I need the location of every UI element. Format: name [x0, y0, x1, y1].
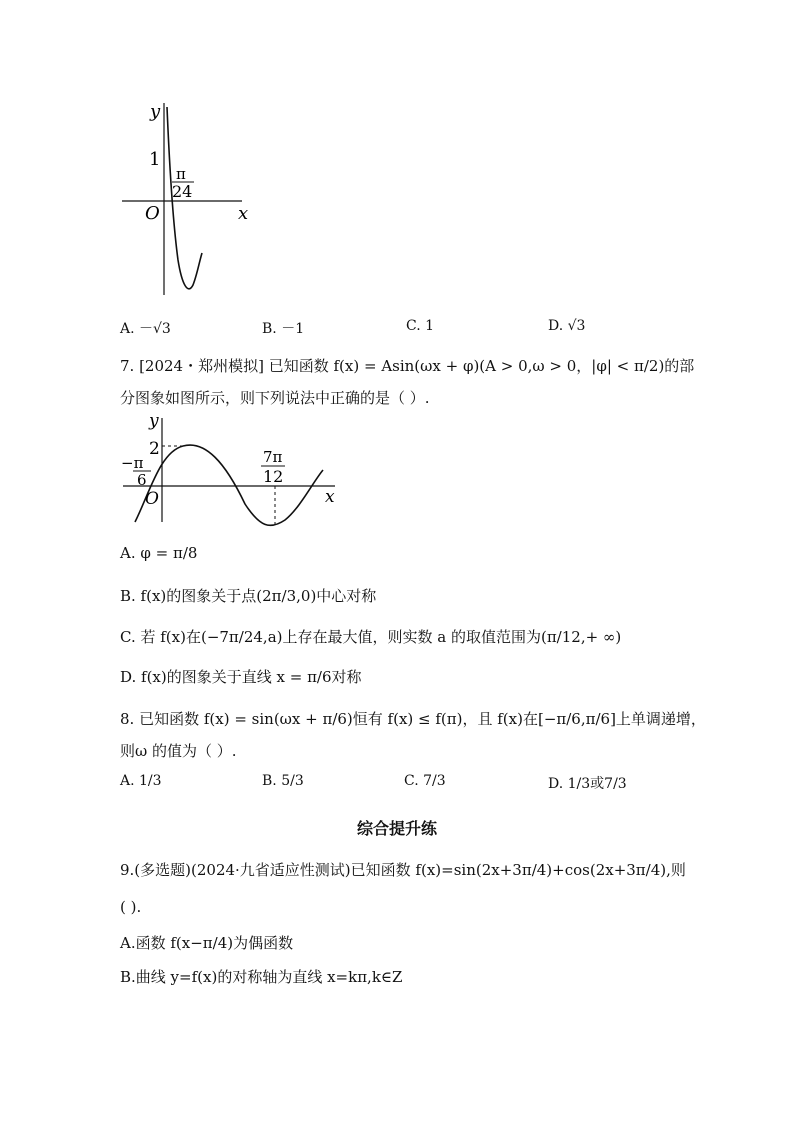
q7-min-x-numerator: 7π — [263, 448, 283, 466]
section-title: 综合提升练 — [356, 819, 437, 838]
q8-stem-line2: 则ω 的值为（ ）. — [120, 742, 237, 760]
option-text: 1/3或7/3 — [567, 776, 627, 792]
option-letter: A. — [120, 321, 135, 337]
option-letter: D. — [548, 776, 564, 792]
q8-option-b[interactable] — [262, 773, 304, 789]
q6-x-label: x — [238, 203, 249, 224]
q7-graph — [115, 412, 345, 530]
option-text: 1 — [425, 318, 435, 334]
q7-option-b[interactable]: B. f(x)的图象关于点(2π/3,0)中心对称 — [120, 587, 377, 605]
q9-option-a[interactable]: A.函数 f(x−π/4)为偶函数 — [120, 934, 294, 952]
q7-left-zero-denominator: 6 — [137, 471, 147, 489]
q7-left-zero-numerator: −π — [121, 454, 144, 472]
q6-origin-label: O — [145, 203, 160, 224]
q9-option-b[interactable]: B.曲线 y=f(x)的对称轴为直线 x=kπ,k∈Z — [120, 968, 403, 986]
option-letter: C. — [404, 773, 419, 789]
q6-y-label: y — [150, 101, 161, 122]
q6-root-numerator: π — [176, 165, 186, 183]
q6-root-denominator: 24 — [172, 182, 193, 201]
q8-option-d[interactable] — [548, 773, 627, 793]
q8-option-a[interactable] — [120, 773, 162, 789]
q8-stem-line1: 8. 已知函数 f(x) = sin(ωx + π/6)恒有 f(x) ≤ f(π)，且 f(x)在[−π/6,π/6]上单调递增， — [120, 710, 706, 728]
option-text: 7/3 — [423, 773, 446, 789]
option-letter: A. — [120, 773, 135, 789]
q7-x-label: x — [325, 487, 335, 507]
option-letter: B. — [262, 321, 277, 337]
q9-stem-line1: 9.(多选题)(2024·九省适应性测试)已知函数 f(x)=sin(2x+3π/4)+cos(2x+3π/4),则 — [120, 861, 686, 879]
q9-stem-line2: ( ). — [120, 898, 142, 916]
option-text: 1/3 — [139, 773, 162, 789]
q6-y-intercept-label: 1 — [149, 149, 161, 170]
q7-option-d[interactable]: D. f(x)的图象关于直线 x = π/6对称 — [120, 668, 362, 686]
option-text: －√3 — [139, 321, 171, 337]
q7-stem-line1: 7. [2024・郑州模拟] 已知函数 f(x) = Asin(ωx + φ)(A > 0,ω > 0，|φ| < π/2)的部 — [120, 357, 695, 375]
q8-option-c[interactable] — [404, 773, 446, 789]
q7-curve — [135, 445, 323, 525]
option-text: 5/3 — [281, 773, 304, 789]
option-text: －1 — [281, 321, 305, 337]
q7-stem-line2: 分图象如图所示，则下列说法中正确的是（ ）. — [120, 389, 430, 407]
option-letter: B. — [262, 773, 277, 789]
q7-y-label: y — [149, 412, 159, 431]
q6-option-a[interactable] — [120, 318, 171, 338]
q6-option-d[interactable] — [548, 318, 585, 334]
q7-option-c[interactable]: C. 若 f(x)在(−7π/24,a)上存在最大值，则实数 a 的取值范围为(π/12,+ ∞) — [120, 628, 622, 646]
option-text: √3 — [567, 318, 586, 334]
q6-option-c[interactable] — [406, 318, 434, 334]
q6-graph — [110, 95, 270, 305]
q7-option-a[interactable]: A. φ = π/8 — [120, 544, 198, 562]
q7-min-x-denominator: 12 — [263, 467, 284, 486]
option-letter: D. — [548, 318, 564, 334]
option-letter: C. — [406, 318, 421, 334]
q7-max-label: 2 — [149, 439, 160, 459]
q6-option-b[interactable] — [262, 318, 304, 338]
q7-origin-label: O — [145, 489, 159, 509]
